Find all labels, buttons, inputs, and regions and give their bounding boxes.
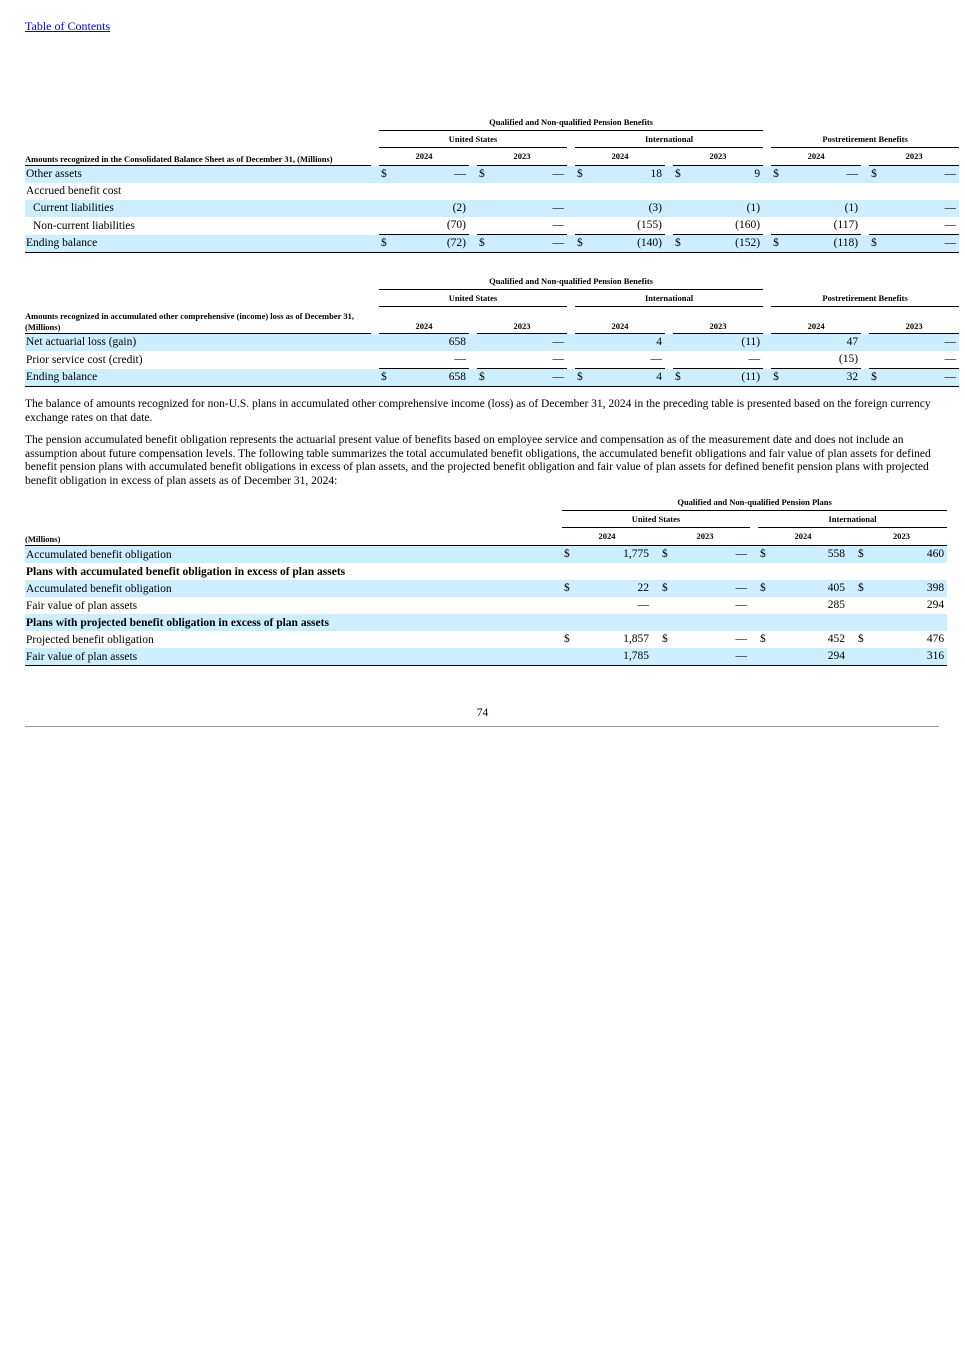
currency-symbol: $ (673, 369, 683, 387)
currency-symbol: $ (771, 369, 781, 387)
currency-symbol: $ (869, 235, 879, 253)
cell-value: — (389, 166, 469, 183)
table-row (25, 631, 947, 648)
cell-value: — (683, 351, 763, 369)
currency-symbol: $ (575, 166, 585, 183)
year-header: 2023 (856, 528, 947, 546)
cell-value: — (585, 351, 665, 369)
table-row (25, 235, 959, 253)
cell-value: (1) (683, 200, 763, 217)
cell-value: 294 (768, 648, 848, 666)
cell-value: (11) (683, 334, 763, 351)
cell-value: 476 (926, 633, 945, 645)
cell-value: — (879, 235, 959, 253)
year-header: 2024 (771, 307, 861, 334)
row-label: Ending balance (25, 369, 371, 387)
currency-symbol: $ (477, 369, 487, 387)
cell-value: 316 (866, 648, 947, 666)
row-header: Amounts recognized in the Consolidated Balance Sheet as of December 31, (Millions) (25, 148, 371, 166)
cell-value: 558 (768, 546, 848, 563)
group-header: Qualified and Non-qualified Pension Plans (562, 494, 947, 511)
currency-symbol: $ (771, 166, 781, 183)
cell-value: — (879, 369, 959, 387)
cell-value: — (487, 235, 567, 253)
currency-symbol: $ (379, 369, 389, 387)
aoci-table (25, 273, 959, 387)
currency-symbol: $ (562, 546, 572, 563)
currency-symbol: $ (858, 633, 864, 645)
cell-value: (72) (389, 235, 469, 253)
cell-value: — (735, 599, 747, 611)
year-header: 2023 (673, 148, 763, 166)
cell-value: — (781, 166, 861, 183)
cell-value: (118) (781, 235, 861, 253)
year-header: 2023 (477, 307, 567, 334)
year-header: 2023 (673, 307, 763, 334)
year-header: 2024 (771, 148, 861, 166)
year-header: 2023 (660, 528, 750, 546)
postretirement-header: Postretirement Benefits (771, 290, 959, 307)
cell-value: 460 (866, 546, 947, 563)
row-label: Net actuarial loss (gain) (25, 334, 371, 351)
cell-value: 47 (781, 334, 861, 351)
cell-value: (70) (389, 217, 469, 235)
cell-value: 4 (585, 369, 665, 387)
cell-value: — (879, 351, 959, 369)
year-header: 2024 (758, 528, 848, 546)
us-header: United States (379, 290, 567, 307)
row-label: Accumulated benefit obligation (25, 580, 554, 597)
year-header: 2024 (575, 307, 665, 334)
currency-symbol: $ (575, 235, 585, 253)
section-label: Plans with accumulated benefit obligation in excess of plan assets (26, 565, 346, 578)
currency-symbol: $ (856, 546, 866, 563)
cell-value: — (670, 546, 750, 563)
currency-symbol: $ (660, 546, 670, 563)
row-label: Accrued benefit cost (26, 185, 122, 197)
cell-value: — (487, 200, 567, 217)
currency-symbol: $ (758, 546, 768, 563)
cell-value: — (670, 648, 750, 666)
table-row (25, 563, 947, 580)
cell-value: — (879, 200, 959, 217)
currency-symbol: $ (869, 369, 879, 387)
cell-value: (155) (585, 217, 665, 235)
row-label: Other assets (25, 166, 371, 183)
table-row (25, 334, 959, 351)
cell-value: 398 (866, 580, 947, 597)
cell-value: (11) (683, 369, 763, 387)
cell-value: — (389, 351, 469, 369)
cell-value: (1) (781, 200, 861, 217)
table-row (25, 580, 947, 597)
table-row (25, 648, 947, 666)
cell-value: 405 (768, 580, 848, 597)
cell-value: — (487, 351, 567, 369)
row-header: (Millions) (25, 528, 554, 546)
row-header: Amounts recognized in accumulated other comprehensive (income) loss as of December 31, (Millions) (25, 307, 371, 334)
table-of-contents-link[interactable]: Table of Contents (25, 19, 111, 33)
intl-header: International (575, 290, 763, 307)
row-label: Fair value of plan assets (25, 648, 554, 666)
currency-symbol: $ (673, 235, 683, 253)
table-row (25, 200, 959, 217)
cell-value: — (487, 166, 567, 183)
currency-symbol: $ (869, 166, 879, 183)
table-row (25, 614, 947, 631)
postretirement-header: Postretirement Benefits (771, 131, 959, 148)
table-row (25, 351, 959, 369)
row-label: Current liabilities (25, 200, 371, 217)
cell-value: (152) (683, 235, 763, 253)
currency-symbol: $ (758, 580, 768, 597)
cell-value: 18 (585, 166, 665, 183)
page-number: 74 (476, 707, 489, 719)
year-header: 2024 (562, 528, 652, 546)
us-header: United States (379, 131, 567, 148)
intl-header: International (758, 511, 947, 528)
year-header: 2024 (379, 307, 469, 334)
cell-value: — (637, 599, 649, 611)
table-row (25, 183, 959, 200)
balance-sheet-table (25, 114, 959, 253)
cell-value: 22 (572, 580, 652, 597)
currency-symbol: $ (575, 369, 585, 387)
year-header: 2024 (379, 148, 469, 166)
currency-symbol: $ (760, 633, 766, 645)
cell-value: 1,775 (572, 546, 652, 563)
currency-symbol: $ (856, 580, 866, 597)
cell-value: — (879, 334, 959, 351)
currency-symbol: $ (477, 166, 487, 183)
cell-value: 1,857 (623, 633, 649, 645)
paragraph-fx-note: The balance of amounts recognized for non-U.S. plans in accumulated other comprehensive income (loss) as of December 31, 2024 in the preceding table is presented based on the foreign currency exchange rates on that date. (25, 398, 931, 424)
cell-value: 658 (389, 334, 469, 351)
cell-value: — (735, 633, 747, 645)
group-header: Qualified and Non-qualified Pension Benefits (379, 273, 763, 290)
table-row (25, 369, 959, 387)
currency-symbol: $ (379, 166, 389, 183)
cell-value: (140) (585, 235, 665, 253)
row-label: Accumulated benefit obligation (25, 546, 554, 563)
cell-value: (160) (683, 217, 763, 235)
paragraph-abo-description: The pension accumulated benefit obligation represents the actuarial present value of benefits based on employee service and compensation as of the measurement date and does not include an assumption about future compensation levels. The following table summarizes the total accumulated benefit obligations, the accumulated benefit obligations and fair value of plan assets for defined benefit pension plans with accumulated benefit obligations in excess of plan assets, and the projected benefit obligation and fair value of plan assets for defined benefit pension plans with projected benefit obligation in excess of plan assets as of December 31, 2024: (25, 434, 931, 487)
page-divider (25, 726, 939, 727)
currency-symbol: $ (379, 235, 389, 253)
currency-symbol: $ (660, 580, 670, 597)
year-header: 2023 (477, 148, 567, 166)
currency-symbol: $ (771, 235, 781, 253)
cell-value: 658 (389, 369, 469, 387)
cell-value: 4 (585, 334, 665, 351)
cell-value: — (487, 217, 567, 235)
row-label: Prior service cost (credit) (26, 353, 143, 366)
cell-value: — (670, 580, 750, 597)
cell-value: 294 (926, 599, 945, 611)
benefit-obligation-table (25, 494, 947, 666)
row-label: Ending balance (25, 235, 371, 253)
currency-symbol: $ (662, 633, 668, 645)
year-header: 2024 (575, 148, 665, 166)
row-label: Non-current liabilities (33, 219, 135, 232)
cell-value: (15) (781, 351, 861, 369)
table-row (25, 597, 947, 614)
cell-value: 285 (827, 599, 845, 611)
currency-symbol: $ (562, 580, 572, 597)
cell-value: 9 (683, 166, 763, 183)
currency-symbol: $ (673, 166, 683, 183)
cell-value: — (879, 166, 959, 183)
cell-value: (117) (781, 217, 861, 235)
table-row (25, 217, 959, 235)
currency-symbol: $ (477, 235, 487, 253)
cell-value: 1,785 (572, 648, 652, 666)
cell-value: (2) (389, 200, 469, 217)
table-row (25, 166, 959, 183)
cell-value: 452 (827, 633, 845, 645)
row-label: Fair value of plan assets (26, 599, 138, 612)
group-header: Qualified and Non-qualified Pension Benefits (379, 114, 763, 131)
row-label: Projected benefit obligation (26, 633, 154, 646)
cell-value: 32 (781, 369, 861, 387)
cell-value: — (487, 369, 567, 387)
table-row (25, 546, 947, 563)
currency-symbol: $ (564, 633, 570, 645)
cell-value: (3) (585, 200, 665, 217)
cell-value: — (879, 217, 959, 235)
cell-value: — (487, 334, 567, 351)
us-header: United States (562, 511, 750, 528)
intl-header: International (575, 131, 763, 148)
year-header: 2023 (869, 148, 959, 166)
year-header: 2023 (869, 307, 959, 334)
section-label: Plans with projected benefit obligation in excess of plan assets (25, 614, 554, 631)
